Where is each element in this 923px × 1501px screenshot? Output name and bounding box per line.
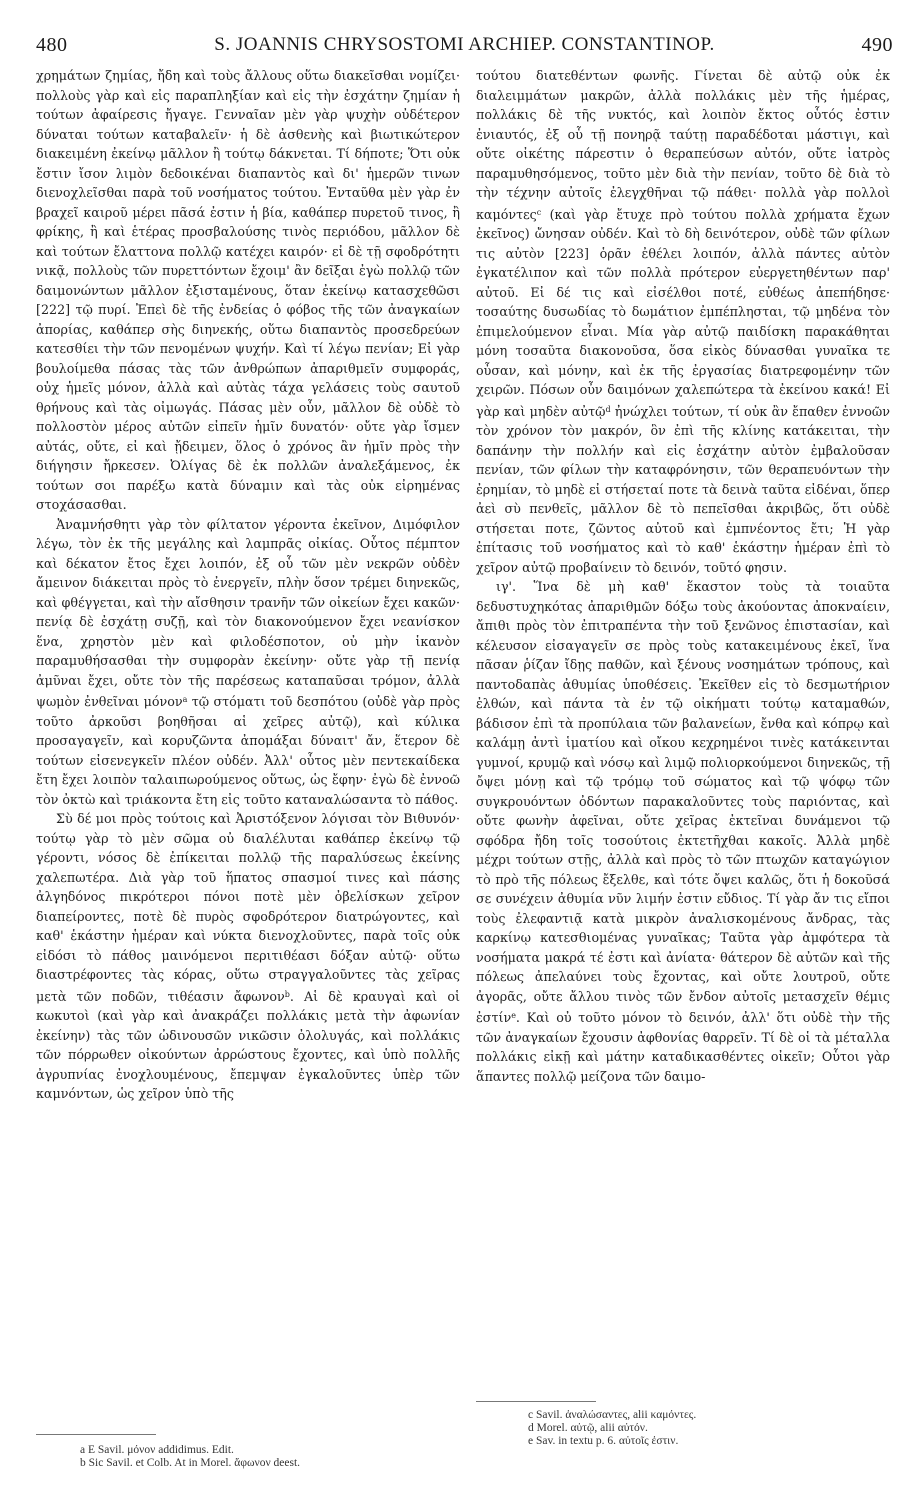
paragraph: τούτου διατεθέντων φωνῆς. Γίνεται δὲ αὐτῷ οὐκ ἐκ διαλειμμάτων μακρῶν, ἀλλὰ πολλάκις μὲν τῆς ἡμέρας, πολλάκις δὲ τῆς νυκτός, καὶ λοιπὸν ἔκτος οὗτός ἐστιν ἐνιαυτός, ἐξ οὗ τῇ πονηρᾷ ταύτῃ παραδέδοται μάστιγι, καὶ οὔτε οἰκέτης πάρεστιν ὁ θεραπεύσων αὐτόν, οὔτε ἰατρὸς παραμυθησόμενος, τοῦτο μὲν διὰ τὴν πενίαν, τοῦτο δὲ διὰ τὸ τὴν τέχνην αὐτοῖς ἐλεγχθῆναι τῷ πάθει· πολλὰ γὰρ πολλοὶ καμόντες$^c$ (καὶ γὰρ ἔτυχε πρὸ τούτου πολλὰ χρήματα ἔχων ἐκεῖνος) ὤνησαν οὐδέν. Καὶ τὸ δὴ δεινότερον, οὐδὲ τῶν φίλων τις αὐτὸν [223] ὁρᾶν ἐθέλει λοιπόν, ἀλλὰ πάντες αὐτὸν ἐγκατέλιπον καὶ τῶν πολλὰ πρότερον εὐεργετηθέντων παρ' αὐτοῦ. Εἰ δέ τις καὶ εἰσέλθοι ποτέ, εὐθέως ἀπεπήδησε· τοσαύτης δυσωδίας τὸ δωμάτιον ἐμπέπλησται, τῷ μηδένα τὸν ἐπιμελούμενον εἶναι. Μία γὰρ αὐτῷ παιδίσκη παρακάθηται μόνη τοσαῦτα διακονοῦσα, ὅσα εἰκὸς δύνασθαι γυναῖκα τε οὖσαν, καὶ μόνην, καὶ ἐκ τῆς ἐργασίας διατρεφομένην τῶν χειρῶν. Πόσων οὖν δαιμόνων χαλεπώτερα τὰ ἐκείνου κακά! Εἰ γὰρ καὶ μηδὲν αὐτῷ$^d$ ἠνώχλει τούτων, τί οὐκ ἂν ἔπαθεν ἐννοῶν τὸν χρόνον τὸν μακρόν, ὃν ἐπὶ τῆς κλίνης κατάκειται, τὴν δαπάνην τὴν πολλήν καὶ εἰς ἐσχάτην αὐτὸν ἐμβαλοῦσαν πενίαν, τῶν φίλων τὴν καταφρόνησιν, τῶν θεραπευόντων τὴν ἐρημίαν, τὸ μηδὲ εἰ στήσεταί ποτε τὰ δεινὰ ταῦτα εἰδέναι, ὅπερ ἀεὶ σὺ πενθεῖς, μᾶλλον δὲ τὸ πεπεῖσθαι ἀκριβῶς, ὅτι οὐδὲ στήσεται ποτε, ζῶντος αὐτοῦ καὶ ἐμπνέοντος ἔτι; Ἡ γὰρ ἐπίτασις τοῦ νοσήματος καὶ τὸ καθ' ἑκάστην ἡμέραν ἐπὶ τὸ χεῖρον αὐτῷ προβαίνειν τὸ δεινόν, τοῦτό φησιν.: [476, 68, 890, 575]
running-header: [36, 34, 893, 58]
paragraph: ιγ'. Ἵνα δὲ μὴ καθ' ἕκαστον τοὺς τὰ τοιαῦτα δεδυστυχηκότας ἀπαριθμῶν δόξω τοὺς ἀκούοντας ἀποκναίειν, ἄπιθι πρὸς τὸν ἐπιτραπέντα τὴν τοῦ ξενῶνος ἐπιστασίαν, καὶ κέλευσον εἰσαγαγεῖν σε πρὸς τοὺς κατακειμένους ἐκεῖ, ἵνα πᾶσαν ῥίζαν ἴδῃς παθῶν, καὶ ξένους νοσημάτων τρόπους, καὶ παντοδαπὰς ἀθυμίας ὑποθέσεις. Ἐκεῖθεν εἰς τὸ δεσμωτήριον ἐλθών, καὶ πάντα τὰ ἐν τῷ οἰκήματι τούτῳ καταμαθών, βάδισον ἐπὶ τὰ προπύλαια τῶν βαλανείων, ἔνθα καὶ κόπρῳ καὶ καλάμῃ ἀντὶ ἱματίου καὶ οἴκου κεχρημένοι τινὲς κατάκεινται γυμνοί, κρυμῷ καὶ νόσῳ καὶ λιμῷ πολιορκούμενοι διηνεκῶς, τῇ ὄψει μόνῃ καὶ τῷ τρόμῳ τοῦ σώματος καὶ τῷ ψόφῳ τῶν συγκρουόντων ὀδόντων παρακαλοῦντες τοὺς παριόντας, καὶ οὔτε φωνὴν ἀφεῖναι, οὔτε χεῖρας ἐκτεῖναι δυνάμενοι τῷ σφόδρα ἤδη τοῖς τοσούτοις ἐκτετῆχθαι κακοῖς. Ἀλλὰ μηδὲ μέχρι τούτων στῇς, ἀλλὰ καὶ πρὸς τὸ τῶν πτωχῶν καταγώγιον τὸ πρὸ τῆς πόλεως ἔξελθε, καὶ τότε ὄψει καλῶς, ὅτι ἡ δοκοῦσά σε συνέχειν ἀθυμία νῦν λιμήν ἐστιν εὔδιος. Τί γὰρ ἄν τις εἴποι τοὺς ἐλεφαντιᾷ κατὰ μικρὸν ἀναλισκομένους ἄνδρας, τὰς καρκίνῳ κατεσθιομένας γυναῖκας; Ταῦτα γὰρ ἀμφότερα τὰ νοσήματα μακρά τέ ἐστι καὶ ἀνίατα· θάτερον δὲ αὐτῶν καὶ τῆς πόλεως ἀπελαύνει τοὺς ἔχοντας, καὶ οὔτε λουτροῦ, οὔτε ἀγορᾶς, οὔτε ἄλλου τινὸς τῶν ἔνδον αὐτοῖς μετασχεῖν θέμις ἐστίν$^e$. Καὶ οὐ τοῦτο μόνον τὸ δεινόν, ἀλλ' ὅτι οὐδὲ τὴν τῆς τῶν ἀναγκαίων ἔχουσιν ἀφθονίας θαρρεῖν. Τί δὲ οἱ τὰ μέταλλα πολλάκις εἰκῇ καὶ μάτην καταδικασθέντες οἰκεῖν; Οὗτοι γὰρ ἅπαντες πολλῷ μείζονα τῶν δαιμο-: [476, 579, 890, 1084]
left-column: [36, 66, 460, 1104]
right-column: [476, 66, 890, 1086]
footnote: c Savil. ἀναλώσαντες, alii καμόντες.: [528, 1409, 697, 1421]
running-title: S. JOANNIS CHRYSOSTOMI ARCHIEP. CONSTANTINOP.: [214, 34, 715, 55]
paragraph: Σὺ δέ μοι πρὸς τούτοις καὶ Ἀριστόξενον λόγισαι τὸν Βιθυνόν· τούτῳ γὰρ τὸ μὲν σῶμα οὐ διαλέλυται καθάπερ ἐκείνῳ τῷ γέροντι, νόσος δὲ ἐπίκειται πολλῷ τῆς παραλύσεως ἐκείνης χαλεπωτέρα. Διὰ γὰρ τοῦ ἥπατος σπασμοί τινες καὶ πάσης ἀλγηδόνος πικρότεροι πόνοι ποτὲ μὲν ὀβελίσκων χεῖρον διαπείροντες, ποτὲ δὲ πυρὸς σφοδρότερον διατρώγοντες, καὶ καθ' ἑκάστην ἡμέραν καὶ νύκτα διενοχλοῦντες, παρὰ τοῖς οὐκ εἰδόσι τὸ πάθος μαινόμενοι περιτιθέασι δόξαν αὐτῷ· οὕτω διαστρέφοντες τὰς κόρας, οὕτω στραγγαλοῦντες τὰς χεῖρας μετὰ τῶν ποδῶν, τιθέασιν ἄφωνον$^b$. Αἱ δὲ κραυγαὶ καὶ οἱ κωκυτοὶ (καὶ γὰρ καὶ ἀνακράζει πολλάκις μετὰ τὴν ἀφωνίαν ἐκείνην) τὰς τῶν ὠδινουσῶν νικῶσιν ὀλολυγάς, καὶ πολλάκις τῶν πόρρωθεν οἰκούντων ἀρρώστους ἔχοντες, καὶ ὑπὸ πολλῆς ἀγρυπνίας ἐνοχλουμένους, ἔπεμψαν ἐγκαλοῦντες ὑπὲρ τῶν καμνόντων, ὡς χεῖρον ὑπὸ τῆς: [36, 811, 460, 1101]
footnotes-right: [528, 1409, 888, 1448]
paragraph: χρημάτων ζημίας, ἤδη καὶ τοὺς ἄλλους οὕτω διακεῖσθαι νομίζει· πολλοὺς γὰρ καὶ εἰς παραπληξίαν καὶ εἰς τὴν ἐσχάτην ζημίαν ἡ τούτων ἀφαίρεσις ἤγαγε. Γενναῖαν μὲν γὰρ ψυχὴν οὐδέτερον δύναται τούτων καταβαλεῖν· ἡ δὲ ἀσθενὴς καὶ βιωτικώτερον διακειμένη ἐκείνῳ μᾶλλον ἢ τούτῳ δάκνεται. Τί δήποτε; Ὅτι οὐκ ἔστιν ἴσον λιμὸν δεδοικέναι διαπαντὸς καὶ δι' ἡμερῶν τινων διενοχλεῖσθαι παρὰ τοῦ νοσήματος τούτου. Ἐνταῦθα μὲν γὰρ ἐν βραχεῖ καιροῦ μέρει πᾶσά ἐστιν ἡ βία, καθάπερ πυρετοῦ τινος, ἢ φρίκης, ἢ καὶ ἑτέρας προσβαλούσης τινὸς περιόδου, μᾶλλον δὲ καὶ τούτων ἔλαττονα πολλῷ κατέχει καιρόν· εἰ δὲ τῇ σφοδρότητι νικᾷ, πολλοὺς τῶν πυρεττόντων ἔχοιμ' ἂν δεῖξαι ἐγὼ πολλῷ τῶν δαιμονώντων μᾶλλον ἐξισταμένους, ὅταν ἐκείνῳ κατασχεθῶσι [222] τῷ πυρί. Ἐπεὶ δὲ τῆς ἐνδείας ὁ φόβος τῆς τῶν ἀναγκαίων ἀπορίας, καθάπερ σὴς διηνεκής, οὕτω διαπαντὸς προσεδρεύων κατεσθίει τὴν τῶν πενομένων ψυχήν. Καὶ τί λέγω πενίαν; Εἰ γὰρ βουλοίμεθα πάσας τὰς τῶν ἀνθρώπων ἀπαριθμεῖν συμφοράς, οὐχ ἡμεῖς μόνον, ἀλλὰ καὶ αὐτὰς τάχα γελάσεις τοὺς σαυτοῦ θρήνους καὶ τὰς οἰμωγάς. Πάσας μὲν οὖν, μᾶλλον δὲ οὐδὲ τὸ πολλοστὸν μέρος αὐτῶν εἰπεῖν ἡμῖν δυνατόν· οὔτε γὰρ ἴσμεν αὐτάς, οὔτε, εἰ καὶ ᾔδειμεν, ὅλος ὁ χρόνος ἂν ἡμῖν πρὸς τὴν διήγησιν ἤρκεσεν. Ὀλίγας δὲ ἐκ πολλῶν ἀναλεξάμενος, ἐκ τούτων σοι παρέξω κατὰ δύναμιν καὶ τὰς οὐκ εἰρημένας στοχάσασθαι.: [36, 68, 460, 512]
footnote-rule-left: [36, 1434, 156, 1435]
footnote: d Morel. αὐτῷ, alii αὐτόν.: [528, 1422, 648, 1434]
footnotes-left: [80, 1444, 460, 1470]
page-number-left: 480: [36, 34, 68, 56]
footnote: e Sav. in textu p. 6. αὐτοῖς ἐστιν.: [528, 1435, 679, 1447]
footnote: b Sic Savil. et Colb. At in Morel. ἄφωνον deest.: [80, 1457, 301, 1469]
footnote-rule-right: [476, 1401, 596, 1402]
page-number-right: 490: [861, 34, 893, 56]
paragraph: Ἀναμνήσθητι γὰρ τὸν φίλτατον γέροντα ἐκεῖνον, Διμόφιλον λέγω, τὸν ἐκ τῆς μεγάλης καὶ λαμπρᾶς οἰκίας. Οὗτος πέμπτον καὶ δέκατον ἔτος ἔχει λοιπόν, ἐξ οὗ τῶν μὲν νεκρῶν οὐδὲν ἄμεινον διάκειται πρὸς τὸ ἐνεργεῖν, πλὴν ὅσον τρέμει διηνεκῶς, καὶ φθέγγεται, καὶ τὴν αἴσθησιν τρανῆν τῶν οἰκείων ἔχει κακῶν· πενίᾳ δὲ ἐσχάτῃ συζῇ, καὶ τὸν διακονούμενον ἔχει νεανίσκον ἕνα, χρηστὸν μὲν καὶ φιλοδέσποτον, οὐ μὴν ἱκανὸν παραμυθήσασθαι τὴν συμφορὰν ἐκείνην· οὔτε γὰρ τῇ πενίᾳ ἀμῦναι ἔχει, οὔτε τὸν τῆς παρέσεως καταπαῦσαι τρόμον, ἀλλὰ ψωμὸν ἐνθεῖναι μόνον$^a$ τῷ στόματι τοῦ δεσπότου (οὐδὲ γὰρ πρὸς τοῦτο ἀρκοῦσι βοηθῆσαι αἱ χεῖρες αὐτῷ), καὶ κύλικα προσαγαγεῖν, καὶ κορυζῶντα ἀπομάξαι δύναιτ' ἄν, ἕτερον δὲ τούτων εἰσενεγκεῖν πλέον οὐδέν. Ἀλλ' οὗτος μὲν πεντεκαίδεκα ἔτη ἔχει λοιπὸν ταλαιπωρούμενος οὕτως, ὡς ἔφην· ἐγὼ δὲ ἐννοῶ τὸν ὀκτὼ καὶ τριάκοντα ἔτη εἰς τοῦτο καταναλώσαντα τὸ πάθος.: [36, 516, 461, 807]
footnote: a E Savil. μόνον addidimus. Edit.: [80, 1444, 234, 1456]
